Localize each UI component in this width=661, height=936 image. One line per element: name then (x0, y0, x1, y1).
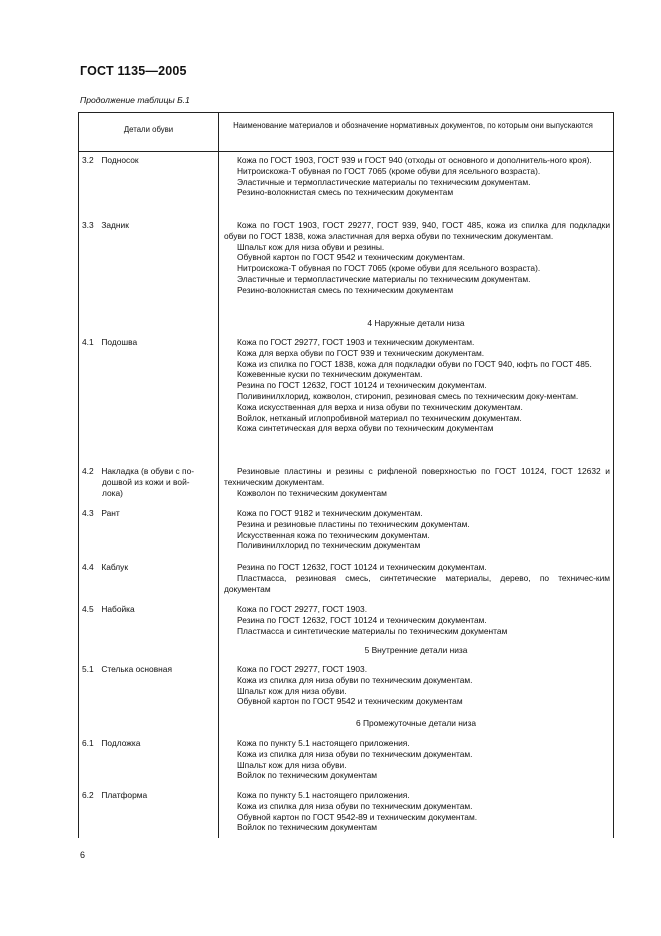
table-caption: Продолжение таблицы Б.1 (80, 95, 190, 105)
materials-cell: Кожа по ГОСТ 29277, ГОСТ 1903. Кожа из спилка для низа обуви по техническим документам. Шпальт кож для низа обуви. Обувной картон по ГОСТ 9542 и техническим документам (237, 664, 473, 707)
materials-cell: Кожа по ГОСТ 1903, ГОСТ 939 и ГОСТ 940 (отходы от основного и дополнитель-ного кроя). Нитроискожа-Т обувная по ГОСТ 7065 (кроме обуви для ясельного возраста). Эластичные и термопластические материалы по техническим документам. Резино-волокнистая смесь по техническим документам (237, 155, 592, 198)
header-parts: Детали обуви (123, 125, 174, 134)
part-cell: 6.2 Платформа (82, 790, 148, 800)
section-heading: 4 Наружные детали низа (367, 318, 465, 328)
column-divider (218, 113, 219, 838)
part-cell: 4.2 Накладка (в обуви с по- дошвой из кожи и вой- лока) (82, 466, 195, 498)
materials-cell: Кожа по ГОСТ 29277, ГОСТ 1903. Резина по ГОСТ 12632, ГОСТ 10124 и техническим документам. Пластмасса и синтетические материалы по техническим документам (237, 604, 508, 636)
materials-cell: Резина по ГОСТ 12632, ГОСТ 10124 и техническим документам. Пластмасса, резиновая смесь, синтетические материалы, дерево, по техничес-ким документам (224, 562, 610, 594)
materials-cell: Кожа по пункту 5.1 настоящего приложения. Кожа из спилка для низа обуви по техническим документам. Обувной картон по ГОСТ 9542-89 и техническим документам. Войлок по техническим документам (237, 790, 478, 833)
section-heading: 6 Промежуточные детали низа (355, 718, 477, 728)
part-cell: 4.4 Каблук (82, 562, 129, 572)
materials-cell: Кожа по ГОСТ 1903, ГОСТ 29277, ГОСТ 939, 940, ГОСТ 485, кожа из спилка для подкладки обуви по ГОСТ 1838, кожа эластичная для верха обуви по техническим документам. Шпальт кож для низа обуви и резины. Обувной картон по ГОСТ 9542 и техническим документам. Нитроискожа-Т обувная по ГОСТ 7065 (кроме обуви для ясельного возраста). Эластичные и термопластические материалы по техническим документам. Резино-волокнистая смесь по техническим документам (224, 220, 610, 295)
part-cell: 4.1 Подошва (82, 337, 138, 347)
part-cell: 4.5 Набойка (82, 604, 135, 614)
materials-cell: Резиновые пластины и резины с рифленой поверхностью по ГОСТ 10124, ГОСТ 12632 и техническим документам. Кожволон по техническим документам (224, 466, 610, 498)
header-materials: Наименование материалов и обозначение нормативных документов, по которым они выпускаются (233, 121, 593, 130)
part-cell: 5.1 Стелька основная (82, 664, 172, 674)
document-title: ГОСТ 1135—2005 (80, 64, 187, 78)
part-cell: 4.3 Рант (82, 508, 120, 518)
page-number: 6 (80, 850, 86, 860)
materials-cell: Кожа по ГОСТ 9182 и техническим документам. Резина и резиновые пластины по техническим документам. Искусственная кожа по техническим документам. Поливинилхлорид по техническим документам (237, 508, 470, 551)
part-cell: 3.3 Задник (82, 220, 129, 230)
part-cell: 6.1 Подложка (82, 738, 141, 748)
materials-cell: Кожа по ГОСТ 29277, ГОСТ 1903 и техническим документам. Кожа для верха обуви по ГОСТ 939 и техническим документам. Кожа из спилка по ГОСТ 1838, кожа для подкладки обуви по ГОСТ 940, юфть по ГОСТ 485. Кожевенные куски по техническим документам. Резина по ГОСТ 12632, ГОСТ 10124 и техническим документам. Поливинилхлорид, кожволон, стиронип, резиновая смесь по техническим доку-ментам. Кожа искусственная для верха и низа обуви по техническим документам. Войлок, нетканый иглопробивной материал по техническим документам. Кожа синтетическая для верха обуви по техническим документам (237, 337, 592, 434)
materials-table (78, 112, 614, 838)
part-cell: 3.2 Подносок (82, 155, 139, 165)
table-header (79, 113, 613, 152)
section-heading: 5 Внутренние детали низа (364, 645, 468, 655)
materials-cell: Кожа по пункту 5.1 настоящего приложения. Кожа из спилка для низа обуви по техническим документам. Шпальт кож для низа обуви. Войлок по техническим документам (237, 738, 473, 781)
